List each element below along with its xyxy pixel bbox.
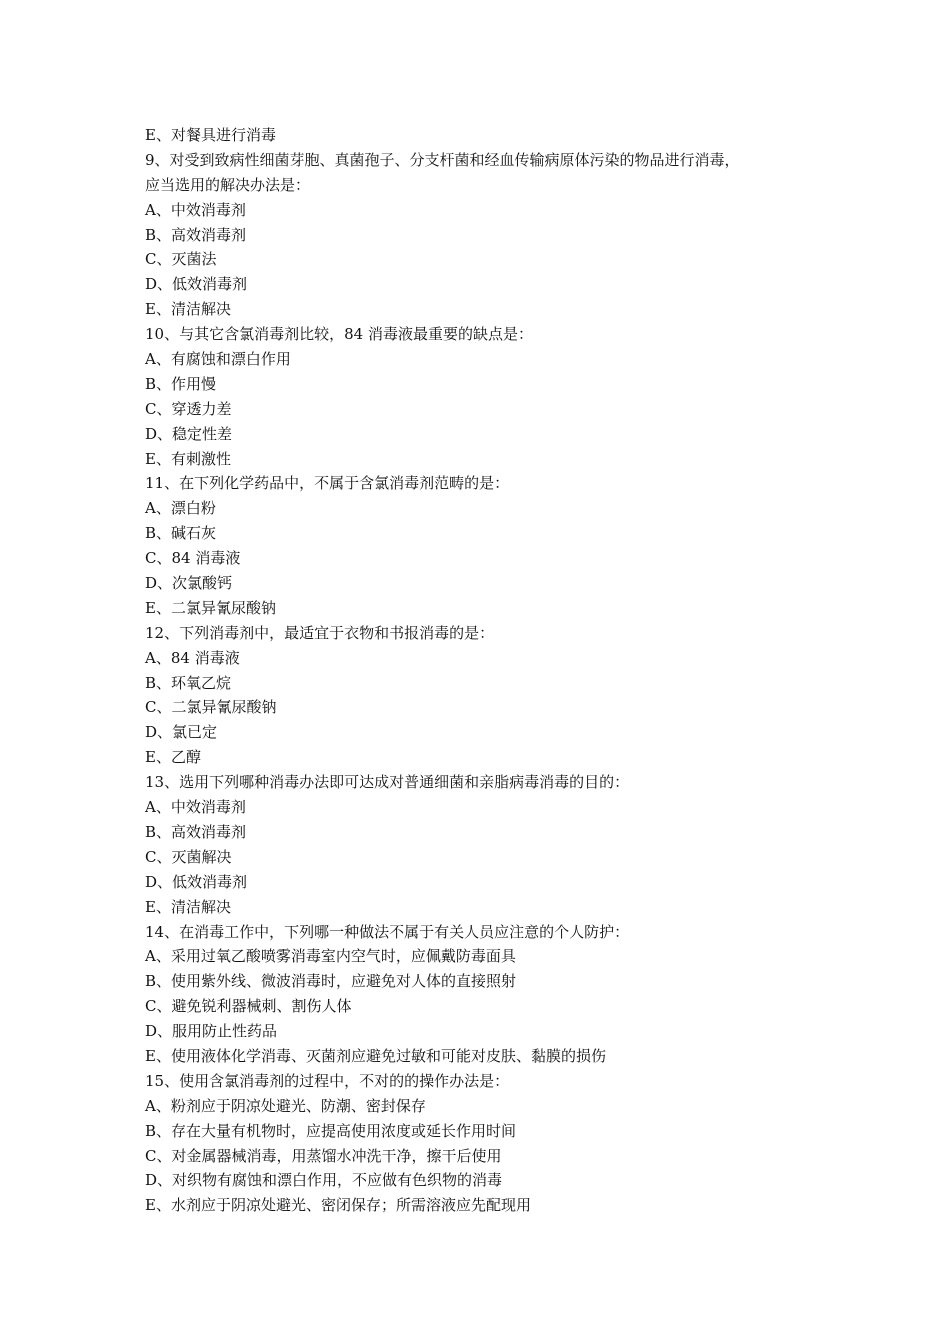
text-line: A、84 消毒液 (145, 648, 240, 667)
text-line: B、高效消毒剂 (145, 822, 247, 841)
text-line: 11、在下列化学药品中，不属于含氯消毒剂范畴的是： (145, 474, 510, 493)
text-line: B、存在大量有机物时，应提高使用浓度或延长作用时间 (145, 1121, 517, 1140)
text-line: B、作用慢 (145, 374, 217, 393)
text-line: E、对餐具进行消毒 (145, 126, 276, 144)
text-line: 10、与其它含氯消毒剂比较，84 消毒液最重要的缺点是： (145, 325, 533, 344)
text-line: A、粉剂应于阴凉处避光、防潮、密封保存 (145, 1096, 426, 1115)
text-line: C、84 消毒液 (145, 549, 241, 568)
text-line: 12、下列消毒剂中，最适宜于衣物和书报消毒的是： (145, 623, 495, 642)
text-line: D、低效消毒剂 (145, 275, 248, 294)
text-line: E、二氯异氰尿酸钠 (145, 598, 276, 617)
text-line: E、清洁解决 (145, 897, 231, 916)
text-line: A、采用过氧乙酸喷雾消毒室内空气时，应佩戴防毒面具 (145, 947, 516, 966)
document-page (145, 123, 825, 1218)
text-line: 14、在消毒工作中，下列哪一种做法不属于有关人员应注意的个人防护： (145, 922, 630, 941)
text-line: 应当选用的解决办法是： (145, 175, 311, 194)
text-line: C、二氯异氰尿酸钠 (145, 698, 277, 717)
text-line: D、对织物有腐蚀和漂白作用，不应做有色织物的消毒 (145, 1171, 503, 1190)
text-line: 13、选用下列哪种消毒办法即可达成对普通细菌和亲脂病毒消毒的目的： (145, 773, 630, 792)
text-line: D、服用防止性药品 (145, 1022, 278, 1041)
text-line: A、中效消毒剂 (145, 798, 246, 817)
text-line: C、穿透力差 (145, 399, 232, 418)
text-line: E、乙醇 (145, 748, 201, 767)
text-line: 15、使用含氯消毒剂的过程中，不对的的操作办法是： (145, 1071, 510, 1090)
text-line: D、稳定性差 (145, 424, 233, 443)
text-line: E、使用液体化学消毒、灭菌剂应避免过敏和可能对皮肤、黏膜的损伤 (145, 1046, 606, 1065)
text-line: E、清洁解决 (145, 300, 231, 319)
text-line: B、环氧乙烷 (145, 673, 232, 692)
text-line: C、灭菌法 (145, 250, 217, 269)
text-line: B、碱石灰 (145, 524, 217, 543)
text-line: D、低效消毒剂 (145, 872, 248, 891)
text-line: C、避免锐利器械刺、割伤人体 (145, 997, 352, 1016)
text-line: E、水剂应于阴凉处避光、密闭保存；所需溶液应先配现用 (145, 1196, 531, 1215)
text-line: A、中效消毒剂 (145, 200, 246, 219)
text-line: A、漂白粉 (145, 499, 216, 518)
text-line: D、次氯酸钙 (145, 574, 233, 593)
text-line: D、氯已定 (145, 723, 218, 742)
text-line: B、使用紫外线、微波消毒时，应避免对人体的直接照射 (145, 972, 517, 991)
text-line: E、有刺激性 (145, 449, 231, 468)
text-line: A、有腐蚀和漂白作用 (145, 350, 291, 369)
text-line: C、灭菌解决 (145, 847, 232, 866)
text-line: C、对金属器械消毒，用蒸馏水冲洗干净，擦干后使用 (145, 1146, 502, 1165)
text-line: 9、对受到致病性细菌芽胞、真菌孢子、分支杆菌和经血传输病原体污染的物品进行消毒， (145, 150, 740, 169)
text-line: B、高效消毒剂 (145, 225, 247, 244)
